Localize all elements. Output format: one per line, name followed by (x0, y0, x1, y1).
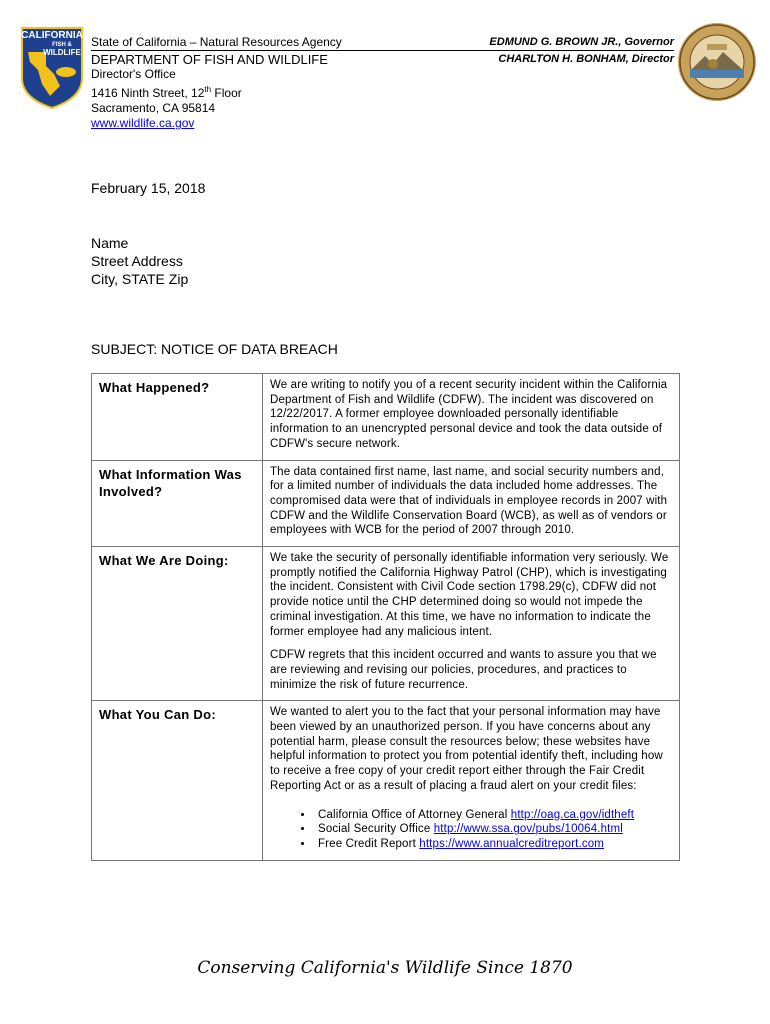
section-heading: What Information Was Involved? (92, 460, 263, 547)
list-item: • Social Security Office http://www.ssa.gov/pubs/10064.html (314, 822, 672, 837)
letterhead-top-line (91, 36, 674, 51)
resource-link[interactable]: http://www.ssa.gov/pubs/10064.html (433, 823, 623, 836)
section-text: The data contained first name, last name, and social security numbers and, for a limited number of individuals the data included home addresses. The compromised data were that of individuals in employee records in 2007 with CDFW and the Wildlife Conservation Board (WCB), as well as of vendors or employees with WCB for the period of 2007 through 2010. (270, 465, 668, 537)
table-row (92, 547, 680, 701)
footer-tagline: Conserving California's Wildlife Since 1870 (197, 958, 573, 978)
resource-link[interactable]: http://oag.ca.gov/idtheft (510, 808, 635, 821)
section-body (263, 374, 680, 461)
website-link[interactable]: www.wildlife.ca.gov (91, 116, 195, 130)
agency-name: State of California – Natural Resources Agency (91, 35, 342, 49)
section-body (263, 701, 680, 860)
breach-notice-table (91, 373, 680, 861)
section-body (263, 547, 680, 701)
recipient-name: Name (91, 235, 129, 251)
resource-list (270, 808, 672, 852)
table-row (92, 374, 680, 461)
section-text: We wanted to alert you to the fact that your personal information may have been viewed by an unauthorized person. If you have concerns about any potential harm, please consult the resources below; these websites have helpful information to protect you from potential identify theft, including how to receive a free copy of your credit report either through the Fair Credit Reporting Act or as a result of placing a fraud alert on your credit files: (270, 706, 663, 792)
list-item: • California Office of Attorney General http://oag.ca.gov/idtheft (314, 808, 672, 823)
office-name: Director's Office (91, 67, 176, 81)
recipient-city: City, STATE Zip (91, 271, 189, 287)
letter-subject: SUBJECT: NOTICE OF DATA BREACH (91, 341, 338, 357)
department-name: DEPARTMENT OF FISH AND WILDLIFE (91, 52, 328, 67)
section-text: We take the security of personally identifiable information very seriously. We promptly notified the California Highway Patrol (CHP), which is investigating the incident. Consistent with Civil Code section 1798.29(c), CDFW did not provide notice until the CHP determined doing so would not impede the criminal investigation. At this time, we have no information to indicate the former employee had any malicious intent. (270, 552, 669, 638)
recipient-block (91, 234, 188, 288)
section-heading: What Happened? (92, 374, 263, 461)
letter-date: February 15, 2018 (91, 180, 206, 196)
logo-line-1: CALIFORNIA (21, 30, 83, 41)
state-seal (677, 22, 757, 102)
section-heading: What We Are Doing: (92, 547, 263, 701)
table-row (92, 460, 680, 547)
logo-line-2: FISH & (52, 42, 72, 48)
street-address: 1416 Ninth Street, 12th Floor (91, 85, 242, 100)
section-heading: What You Can Do: (92, 701, 263, 860)
section-body (263, 460, 680, 547)
logo-line-3: WILDLIFE (43, 48, 81, 57)
director-name: CHARLTON H. BONHAM, Director (498, 53, 674, 65)
section-text: We are writing to notify you of a recent security incident within the California Department of Fish and Wildlife (CDFW). The incident was discovered on 12/22/2017. A former employee downloaded personally identifiable information to an unencrypted personal device and took the data outside of CDFW's secure network. (270, 379, 668, 450)
recipient-street: Street Address (91, 253, 183, 269)
city-state-zip: Sacramento, CA 95814 (91, 101, 216, 115)
resource-link[interactable]: https://www.annualcreditreport.com (419, 837, 604, 850)
office-address (91, 67, 242, 131)
table-row (92, 701, 680, 860)
cdfw-logo (20, 26, 84, 110)
list-item: • Free Credit Report https://www.annualcreditreport.com (314, 837, 672, 852)
governor-name: EDMUND G. BROWN JR., Governor (489, 36, 674, 48)
section-text: CDFW regrets that this incident occurred and wants to assure you that we are reviewing and revising our policies, procedures, and practices to minimize the risk of future recurrence. (270, 649, 657, 691)
